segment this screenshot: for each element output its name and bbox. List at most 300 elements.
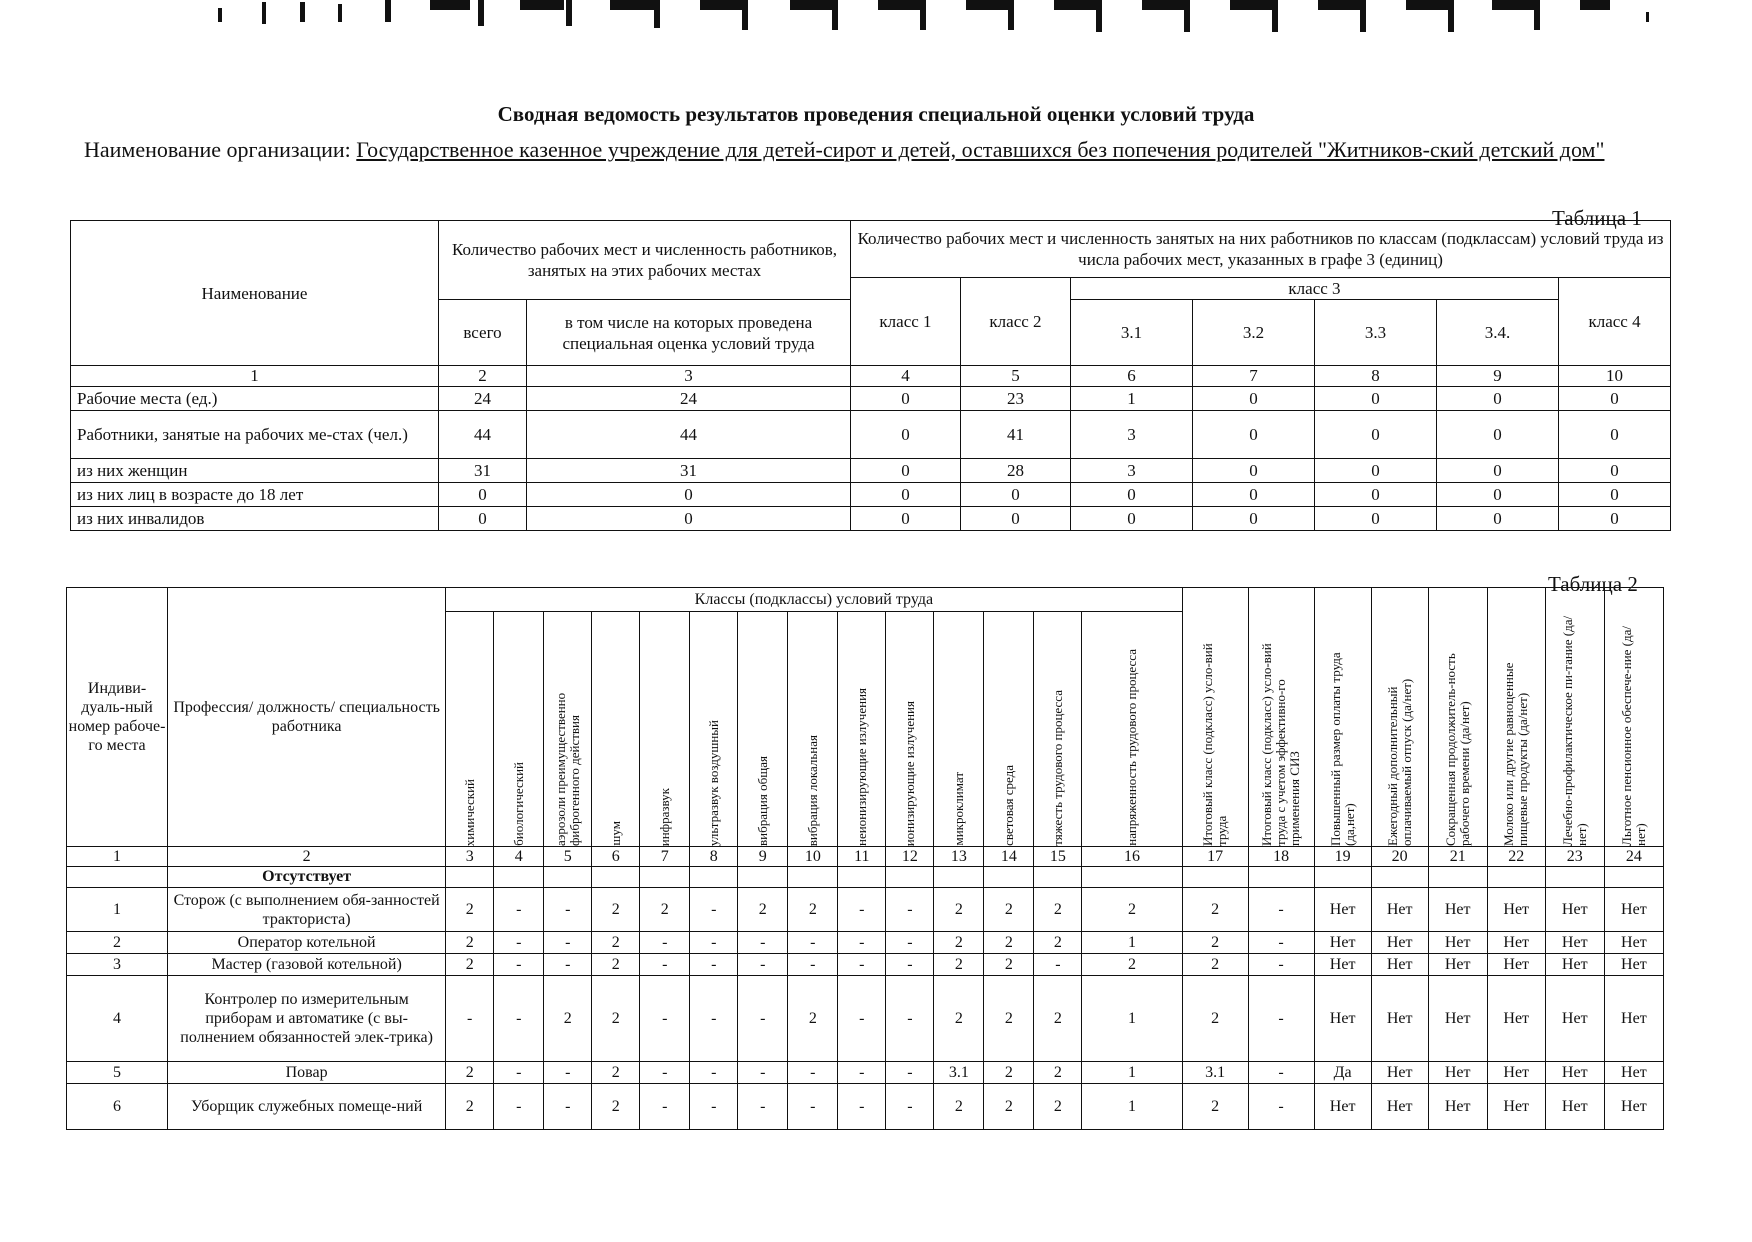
t1-cell: 0 [527, 507, 851, 531]
t1-col-number: 2 [439, 366, 527, 387]
t1-cell: 0 [1559, 459, 1671, 483]
t1-cell: 0 [851, 507, 961, 531]
t2-cell: 2 [446, 932, 494, 954]
t2-header-factor [838, 612, 886, 847]
t2-row-profession: Оператор котельной [168, 932, 446, 954]
t2-header-factor-label: инфразвук [656, 787, 672, 846]
t1-col-numbers-row [71, 366, 1671, 387]
t2-header-factor-label: вибрация локальная [804, 734, 820, 846]
t2-cell: - [640, 954, 690, 976]
t2-cell: - [1248, 1062, 1314, 1084]
t2-col-number: 21 [1428, 847, 1487, 867]
t2-cell: - [738, 1062, 788, 1084]
t2-header-classes-group: Классы (подклассы) условий труда [446, 588, 1182, 612]
t2-cell: 1 [1082, 1062, 1182, 1084]
t1-cell: 0 [1437, 387, 1559, 411]
t2-row [67, 932, 1664, 954]
t1-cell: 23 [961, 387, 1071, 411]
t2-cell: Нет [1314, 888, 1371, 932]
t2-section-empty [934, 867, 984, 888]
t2-cell: - [494, 1062, 544, 1084]
t2-cell: Нет [1604, 976, 1663, 1062]
t1-header-sub-3-4: 3.4. [1437, 300, 1559, 366]
t2-cell: Нет [1604, 1062, 1663, 1084]
t2-cell: - [640, 1062, 690, 1084]
t2-header-extra [1314, 588, 1371, 847]
t2-cell: 2 [934, 932, 984, 954]
t2-section-empty [494, 867, 544, 888]
t2-cell: 2 [1034, 1084, 1082, 1130]
t2-cell: Нет [1428, 888, 1487, 932]
t1-cell: 0 [527, 483, 851, 507]
t2-cell: 2 [984, 1062, 1034, 1084]
t2-header-factor [640, 612, 690, 847]
t2-cell: - [690, 954, 738, 976]
t2-row-id: 5 [67, 1062, 168, 1084]
t1-cell: 0 [1193, 507, 1315, 531]
t2-header-factor-label: аэрозоли преимущественно фиброгенного действия [552, 692, 582, 846]
t2-cell: Нет [1371, 1084, 1428, 1130]
t1-col-number: 5 [961, 366, 1071, 387]
t2-section-empty [67, 867, 168, 888]
t2-cell: - [544, 1062, 592, 1084]
t2-section-empty [1082, 867, 1182, 888]
t2-cell: 2 [592, 976, 640, 1062]
t2-cell: Нет [1487, 976, 1545, 1062]
t2-col-number: 24 [1604, 847, 1663, 867]
t2-cell: 3.1 [934, 1062, 984, 1084]
t2-row-profession: Повар [168, 1062, 446, 1084]
t2-header-factor [788, 612, 838, 847]
t1-cell: 0 [851, 459, 961, 483]
t2-header-id: Индиви-дуаль-ный номер рабоче-го места [67, 588, 168, 847]
t2-cell: - [886, 954, 934, 976]
t1-cell: 0 [1315, 507, 1437, 531]
t2-col-number: 5 [544, 847, 592, 867]
t2-col-number: 8 [690, 847, 738, 867]
t2-section-empty [838, 867, 886, 888]
t2-cell: Нет [1428, 932, 1487, 954]
t2-cell: 1 [1082, 1084, 1182, 1130]
t2-header-extra [1428, 588, 1487, 847]
t2-col-number: 11 [838, 847, 886, 867]
t2-cell: - [446, 976, 494, 1062]
t2-cell: 2 [446, 888, 494, 932]
t2-section-empty [1248, 867, 1314, 888]
t2-cell: 2 [934, 954, 984, 976]
t2-cell: 2 [1082, 888, 1182, 932]
t1-cell: 44 [527, 411, 851, 459]
t2-col-number: 17 [1182, 847, 1248, 867]
t1-cell: 0 [961, 483, 1071, 507]
t1-row-label: из них лиц в возрасте до 18 лет [71, 483, 439, 507]
t2-header-extra-label: Ежегодный дополнительный оплачиваемый отпуск (да/нет) [1384, 678, 1414, 846]
t2-header-factor-label: ультразвук воздушный [705, 719, 721, 846]
t2-section-empty [1545, 867, 1604, 888]
t2-col-number: 6 [592, 847, 640, 867]
t2-section-empty [1371, 867, 1428, 888]
t2-section-empty [592, 867, 640, 888]
t2-cell: 1 [1082, 932, 1182, 954]
t2-cell: Нет [1314, 976, 1371, 1062]
t1-row [71, 459, 1671, 483]
t2-cell: - [838, 888, 886, 932]
t2-section-empty [1034, 867, 1082, 888]
t2-header-extra [1371, 588, 1428, 847]
t2-row [67, 976, 1664, 1062]
table1-summary [70, 220, 1671, 531]
t2-row-profession: Сторож (с выполнением обя-занностей тракториста) [168, 888, 446, 932]
t2-header-extra-label: Сокращенная продолжитель-ность рабочего времени (да/нет) [1442, 653, 1472, 846]
t2-header-factor [494, 612, 544, 847]
t2-cell: - [838, 954, 886, 976]
t2-cell: 2 [1034, 888, 1082, 932]
t2-section-empty [690, 867, 738, 888]
t1-cell: 31 [439, 459, 527, 483]
t1-header-total: всего [439, 300, 527, 366]
t2-section-empty [640, 867, 690, 888]
t2-header-extra-label: Лечебно-профилактическое пи-тание (да/нет) [1559, 615, 1589, 846]
t2-col-numbers-row [67, 847, 1664, 867]
t1-header-group-a: Количество рабочих мест и численность работников, занятых на этих рабочих местах [439, 221, 851, 300]
t2-cell: 2 [1182, 888, 1248, 932]
organization-line [84, 136, 1644, 164]
t2-cell: Нет [1545, 888, 1604, 932]
t2-row-profession: Мастер (газовой котельной) [168, 954, 446, 976]
organization-label: Наименование организации: [84, 137, 351, 162]
t1-row-label: из них женщин [71, 459, 439, 483]
t2-col-number: 19 [1314, 847, 1371, 867]
t2-cell: - [544, 888, 592, 932]
t2-cell: - [838, 932, 886, 954]
t2-header-factor-label: химический [461, 778, 477, 846]
t1-cell: 0 [439, 483, 527, 507]
t2-header-extra-label: Повышенный размер оплаты труда (да,нет) [1327, 652, 1357, 846]
t1-cell: 0 [1071, 483, 1193, 507]
t2-cell: 2 [984, 954, 1034, 976]
t1-cell: 0 [1315, 483, 1437, 507]
t1-cell: 3 [1071, 459, 1193, 483]
t1-cell: 28 [961, 459, 1071, 483]
t2-header-factor [886, 612, 934, 847]
t2-cell: 2 [984, 888, 1034, 932]
table2-workplaces [66, 587, 1664, 1130]
t2-cell: - [494, 954, 544, 976]
t2-cell: - [640, 1084, 690, 1130]
t2-cell: - [1248, 976, 1314, 1062]
t1-cell: 0 [1437, 411, 1559, 459]
t2-header-factor [934, 612, 984, 847]
t2-cell: - [494, 888, 544, 932]
t2-row-id: 1 [67, 888, 168, 932]
t2-cell: 2 [1034, 976, 1082, 1062]
t2-header-extra [1545, 588, 1604, 847]
t1-cell: 0 [1437, 459, 1559, 483]
t1-cell: 0 [439, 507, 527, 531]
t2-cell: 2 [592, 1062, 640, 1084]
t2-cell: 2 [1182, 954, 1248, 976]
t2-cell: Нет [1545, 954, 1604, 976]
t2-cell: - [886, 932, 934, 954]
scan-binding-marks [0, 0, 1752, 40]
t1-row-label: из них инвалидов [71, 507, 439, 531]
t1-col-number: 1 [71, 366, 439, 387]
t1-cell: 0 [1315, 387, 1437, 411]
t2-header-factor [1082, 612, 1182, 847]
t1-cell: 0 [1559, 387, 1671, 411]
t2-section-empty [1182, 867, 1248, 888]
t2-header-factor-label: микроклимат [950, 772, 966, 846]
table2-caption: Таблица 2 [1548, 572, 1638, 596]
t2-cell: - [788, 954, 838, 976]
t2-cell: Да [1314, 1062, 1371, 1084]
t1-cell: 3 [1071, 411, 1193, 459]
t2-cell: 2 [446, 954, 494, 976]
t2-cell: - [838, 976, 886, 1062]
t2-cell: 2 [1034, 932, 1082, 954]
t1-col-number: 10 [1559, 366, 1671, 387]
t2-row-profession: Контролер по измерительным приборам и автоматике (с вы-полнением обязанностей элек-трика) [168, 976, 446, 1062]
t2-col-number: 14 [984, 847, 1034, 867]
t2-cell: - [640, 932, 690, 954]
t1-cell: 24 [439, 387, 527, 411]
t2-section-empty [446, 867, 494, 888]
t2-cell: 2 [640, 888, 690, 932]
t2-cell: - [886, 1084, 934, 1130]
t1-cell: 1 [1071, 387, 1193, 411]
t1-cell: 0 [1193, 483, 1315, 507]
t2-section-empty [1604, 867, 1663, 888]
t2-section-empty [738, 867, 788, 888]
t2-cell: 2 [1182, 1084, 1248, 1130]
t2-cell: 2 [984, 932, 1034, 954]
t2-cell: Нет [1487, 1084, 1545, 1130]
t2-cell: 2 [934, 1084, 984, 1130]
t2-header-factor-label: неионизирующие излучения [853, 688, 869, 846]
t1-header-name: Наименование [71, 221, 439, 366]
t2-col-number: 13 [934, 847, 984, 867]
t1-cell: 0 [851, 387, 961, 411]
t2-cell: 2 [592, 888, 640, 932]
t2-cell: - [690, 976, 738, 1062]
t2-cell: Нет [1371, 976, 1428, 1062]
t1-header-sub-3-1: 3.1 [1071, 300, 1193, 366]
t2-cell: 1 [1082, 976, 1182, 1062]
t2-cell: 2 [984, 1084, 1034, 1130]
t1-cell: 0 [961, 507, 1071, 531]
t2-section-empty [886, 867, 934, 888]
t2-cell: 2 [446, 1084, 494, 1130]
t2-cell: 2 [1082, 954, 1182, 976]
t2-header-factor [1034, 612, 1082, 847]
t2-col-number: 4 [494, 847, 544, 867]
t2-section-empty [1314, 867, 1371, 888]
t2-col-number: 20 [1371, 847, 1428, 867]
t2-header-extra-label: Итоговый класс (подкласс) усло-вий труда с учетом эффективно-го применения СИЗ [1259, 643, 1303, 846]
t2-cell: 2 [446, 1062, 494, 1084]
t2-cell: - [838, 1062, 886, 1084]
t2-cell: - [690, 1062, 738, 1084]
t1-header-class3: класс 3 [1071, 278, 1559, 300]
t2-cell: Нет [1604, 1084, 1663, 1130]
t2-header-extra-label: Льготное пенсионное обеспече-ние (да/нет) [1618, 625, 1648, 846]
t2-cell: - [690, 888, 738, 932]
t2-cell: - [1248, 1084, 1314, 1130]
t2-header-extra-label: Итоговый класс (подкласс) усло-вий труда [1200, 643, 1230, 846]
t2-cell: Нет [1314, 932, 1371, 954]
t2-cell: - [640, 976, 690, 1062]
t2-cell: - [788, 1084, 838, 1130]
t2-cell: Нет [1487, 932, 1545, 954]
t2-header-factor-label: вибрация общая [754, 756, 770, 846]
t2-cell: Нет [1545, 1084, 1604, 1130]
t2-header-factor [738, 612, 788, 847]
t1-header-group-b: Количество рабочих мест и численность занятых на них работников по классам (подклассам) условий труда из числа рабочих мест, указанных в графе 3 (единиц) [851, 221, 1671, 278]
t2-cell: Нет [1428, 976, 1487, 1062]
t2-cell: Нет [1428, 954, 1487, 976]
t2-cell: 2 [1034, 1062, 1082, 1084]
t1-col-number: 4 [851, 366, 961, 387]
t2-cell: - [494, 976, 544, 1062]
organization-name: Государственное казенное учреждение для детей-сирот и детей, оставшихся без попечения родителей "Житников-ский детский дом" [356, 137, 1605, 162]
t2-header-factor-label: шум [607, 821, 623, 846]
t2-section-empty [984, 867, 1034, 888]
t2-cell: 2 [544, 976, 592, 1062]
t2-header-factor-label: световая среда [1000, 765, 1016, 846]
t2-cell: Нет [1487, 888, 1545, 932]
t2-cell: Нет [1545, 1062, 1604, 1084]
t2-header-factor [446, 612, 494, 847]
t2-col-number: 12 [886, 847, 934, 867]
t2-cell: - [1034, 954, 1082, 976]
t2-cell: Нет [1314, 954, 1371, 976]
t2-section-empty [544, 867, 592, 888]
t2-row [67, 1084, 1664, 1130]
t1-row-label: Работники, занятые на рабочих ме-стах (чел.) [71, 411, 439, 459]
t2-row-id: 2 [67, 932, 168, 954]
t2-header-factor [984, 612, 1034, 847]
t2-cell: - [1248, 932, 1314, 954]
t2-col-number: 2 [168, 847, 446, 867]
t1-row [71, 483, 1671, 507]
t2-cell: Нет [1545, 932, 1604, 954]
t2-cell: - [738, 976, 788, 1062]
t2-col-number: 23 [1545, 847, 1604, 867]
t2-row-id: 6 [67, 1084, 168, 1130]
t2-col-number: 3 [446, 847, 494, 867]
t2-cell: - [690, 932, 738, 954]
t2-row-profession: Уборщик служебных помеще-ний [168, 1084, 446, 1130]
t1-cell: 0 [1193, 459, 1315, 483]
t2-cell: 2 [592, 954, 640, 976]
t2-cell: 3.1 [1182, 1062, 1248, 1084]
t1-header-class2: класс 2 [961, 278, 1071, 366]
t2-cell: - [738, 1084, 788, 1130]
t2-cell: Нет [1314, 1084, 1371, 1130]
t2-cell: - [738, 954, 788, 976]
t2-cell: - [544, 1084, 592, 1130]
t2-cell: - [690, 1084, 738, 1130]
t2-cell: Нет [1604, 888, 1663, 932]
t1-cell: 24 [527, 387, 851, 411]
t2-cell: - [494, 1084, 544, 1130]
t2-section-row [67, 867, 1664, 888]
t1-header-sub-3-2: 3.2 [1193, 300, 1315, 366]
t2-header-factor-label: напряженность трудового процесса [1123, 649, 1139, 846]
t2-row [67, 1062, 1664, 1084]
t1-row [71, 411, 1671, 459]
t2-header-factor-label: биологический [510, 762, 526, 846]
t2-cell: Нет [1604, 954, 1663, 976]
t2-header-factor-label: тяжесть трудового процесса [1049, 690, 1065, 846]
t1-cell: 0 [1315, 411, 1437, 459]
t2-cell: 2 [934, 888, 984, 932]
t2-cell: Нет [1428, 1084, 1487, 1130]
t1-row [71, 507, 1671, 531]
t1-cell: 0 [1437, 507, 1559, 531]
t1-header-class4: класс 4 [1559, 278, 1671, 366]
t1-cell: 0 [1193, 387, 1315, 411]
t2-header-extra [1182, 588, 1248, 847]
t2-cell: - [886, 888, 934, 932]
t1-header-class1: класс 1 [851, 278, 961, 366]
t1-header-assessed: в том числе на которых проведена специальная оценка условий труда [527, 300, 851, 366]
t2-cell: - [886, 1062, 934, 1084]
t1-cell: 41 [961, 411, 1071, 459]
t1-cell: 0 [1315, 459, 1437, 483]
t2-cell: - [1248, 888, 1314, 932]
t1-cell: 0 [1559, 483, 1671, 507]
t2-cell: Нет [1371, 932, 1428, 954]
t2-cell: - [544, 954, 592, 976]
t2-cell: - [494, 932, 544, 954]
t1-cell: 0 [1193, 411, 1315, 459]
t2-cell: - [1248, 954, 1314, 976]
t2-header-factor [544, 612, 592, 847]
t2-header-factor-label: ионизирующие излучения [901, 700, 917, 846]
t1-cell: 0 [1559, 507, 1671, 531]
t1-header-sub-3-3: 3.3 [1315, 300, 1437, 366]
t2-cell: 2 [934, 976, 984, 1062]
t2-header-extra [1604, 588, 1663, 847]
t2-cell: - [738, 932, 788, 954]
t2-col-number: 22 [1487, 847, 1545, 867]
t1-row [71, 387, 1671, 411]
t2-section-label: Отсутствует [168, 867, 446, 888]
t2-cell: Нет [1371, 1062, 1428, 1084]
t2-col-number: 16 [1082, 847, 1182, 867]
t2-col-number: 7 [640, 847, 690, 867]
t1-col-number: 9 [1437, 366, 1559, 387]
t1-cell: 0 [851, 483, 961, 507]
t2-cell: 2 [592, 932, 640, 954]
t2-section-empty [1428, 867, 1487, 888]
t2-cell: - [544, 932, 592, 954]
t2-cell: Нет [1487, 1062, 1545, 1084]
t2-row [67, 888, 1664, 932]
t2-cell: Нет [1371, 888, 1428, 932]
t2-cell: Нет [1604, 932, 1663, 954]
t2-col-number: 1 [67, 847, 168, 867]
table1-caption: Таблица 1 [1552, 206, 1642, 230]
t2-col-number: 18 [1248, 847, 1314, 867]
t2-cell: 2 [788, 888, 838, 932]
t2-header-extra-label: Молоко или другие равноценные пищевые продукты (да/нет) [1501, 662, 1531, 846]
t2-row [67, 954, 1664, 976]
t1-cell: 44 [439, 411, 527, 459]
t2-cell: 2 [1182, 932, 1248, 954]
t2-cell: - [886, 976, 934, 1062]
